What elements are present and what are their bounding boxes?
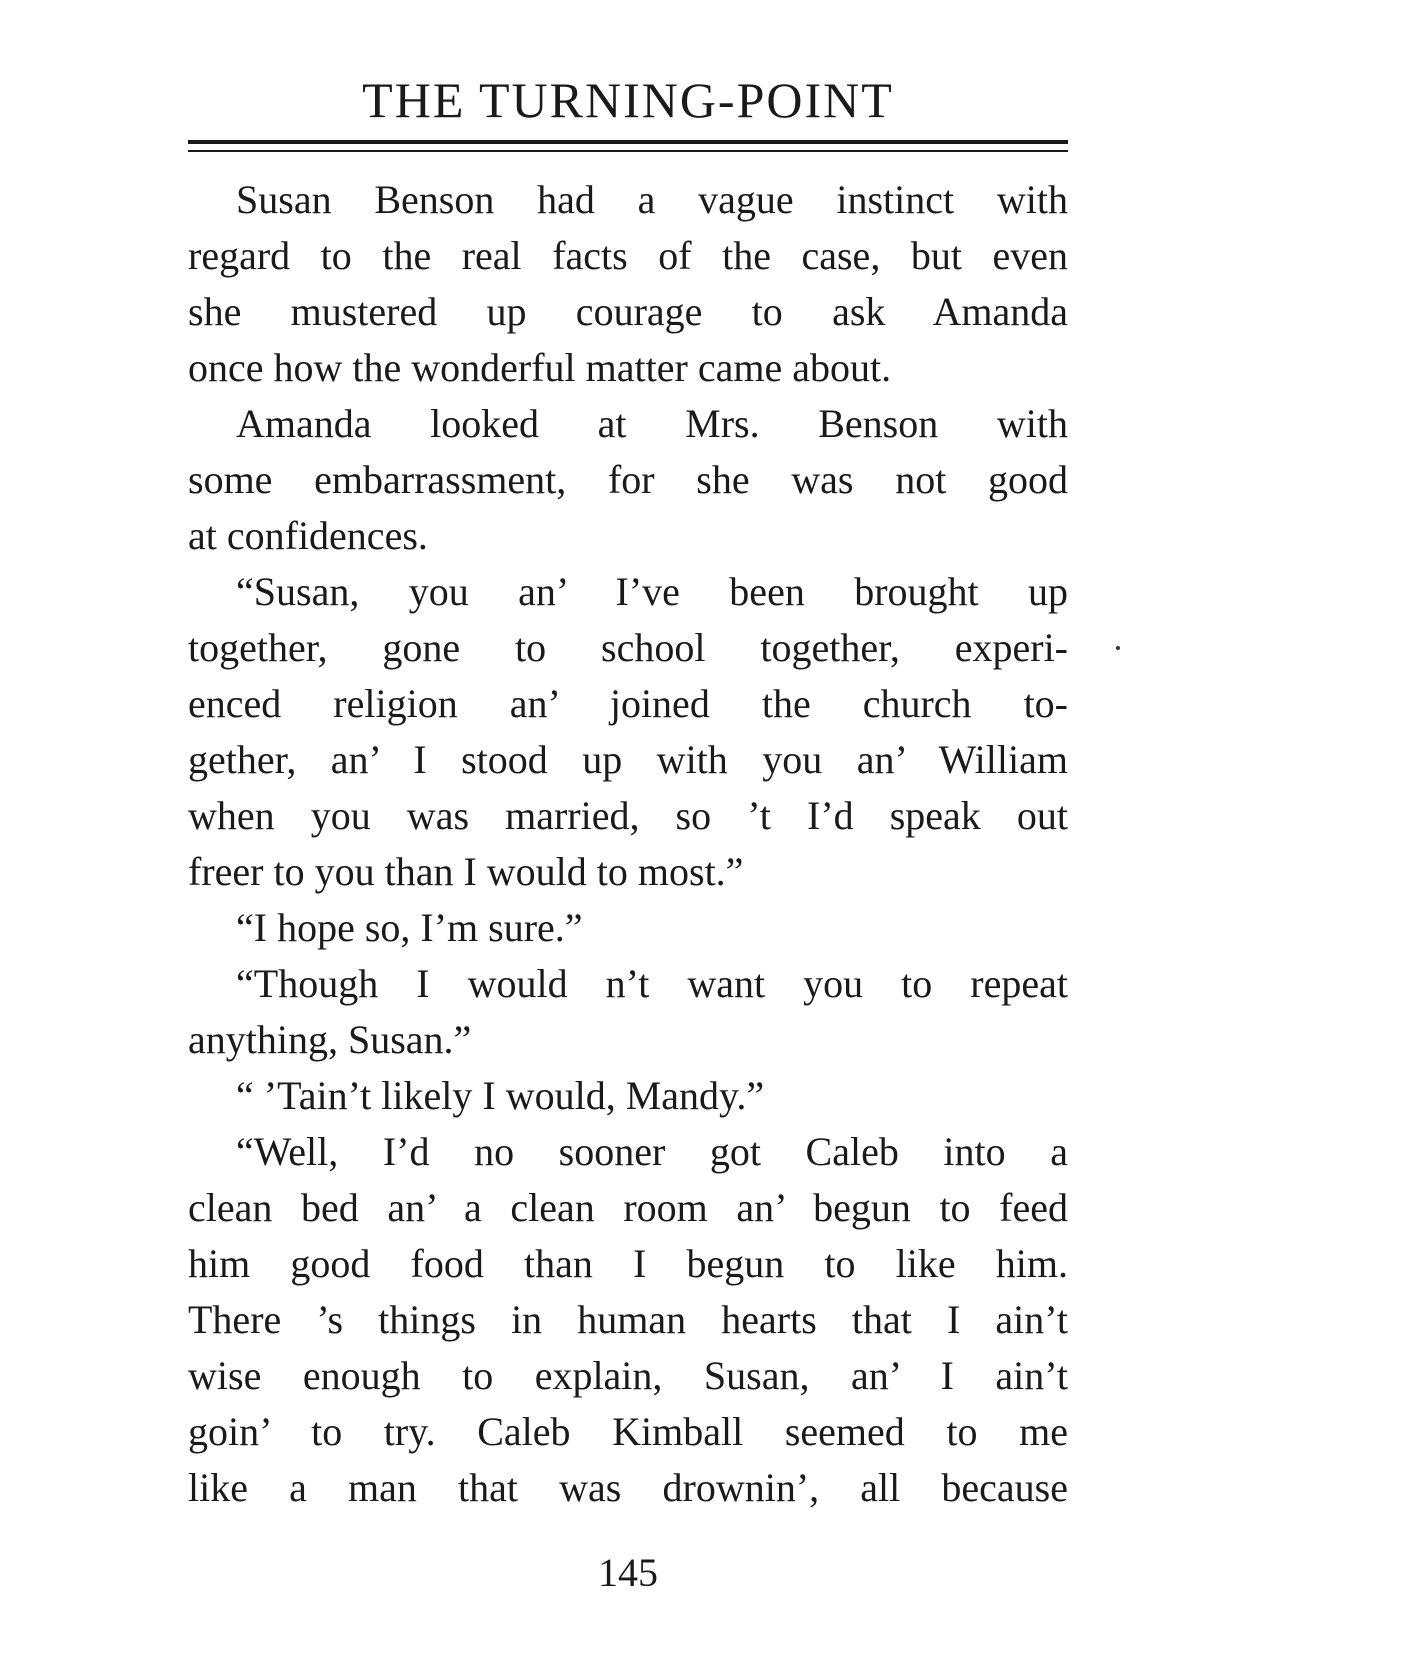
paper-speck <box>1116 646 1120 650</box>
text-line: together, gone to school together, experi- <box>188 625 1068 670</box>
text-line: Amanda looked at Mrs. Benson with <box>236 401 1068 446</box>
text-line: “Though I would n’t want you to repeat <box>236 961 1068 1006</box>
running-head: THE TURNING-POINT <box>362 72 894 128</box>
text-line: enced religion an’ joined the church to- <box>188 681 1068 726</box>
text-line: like a man that was drownin’, all because <box>188 1465 1068 1510</box>
text-line: goin’ to try. Caleb Kimball seemed to me <box>188 1409 1068 1454</box>
text-line: clean bed an’ a clean room an’ begun to feed <box>188 1185 1068 1230</box>
text-line: freer to you than I would to most.” <box>188 849 744 894</box>
body-text <box>188 172 1068 1516</box>
header-rule-thin <box>188 150 1068 152</box>
text-line: once how the wonderful matter came about. <box>188 345 892 390</box>
text-line: “Susan, you an’ I’ve been brought up <box>236 569 1068 614</box>
text-line: wise enough to explain, Susan, an’ I ain’t <box>188 1353 1068 1398</box>
text-line: some embarrassment, for she was not good <box>188 457 1068 502</box>
text-line: at confidences. <box>188 513 428 558</box>
text-line: gether, an’ I stood up with you an’ William <box>188 737 1068 782</box>
text-line: regard to the real facts of the case, but even <box>188 233 1068 278</box>
text-line: anything, Susan.” <box>188 1017 472 1062</box>
text-line: she mustered up courage to ask Amanda <box>188 289 1068 334</box>
header-rule-thick <box>188 140 1068 144</box>
text-line: Susan Benson had a vague instinct with <box>236 177 1068 222</box>
text-line: “I hope so, I’m sure.” <box>236 905 583 950</box>
text-line: when you was married, so ’t I’d speak out <box>188 793 1068 838</box>
text-line: “Well, I’d no sooner got Caleb into a <box>236 1129 1068 1174</box>
text-line: him good food than I begun to like him. <box>188 1241 1068 1286</box>
page-number: 145 <box>598 1550 658 1595</box>
text-line: There ’s things in human hearts that I ain’t <box>188 1297 1068 1342</box>
text-line: “ ’Tain’t likely I would, Mandy.” <box>236 1073 765 1118</box>
